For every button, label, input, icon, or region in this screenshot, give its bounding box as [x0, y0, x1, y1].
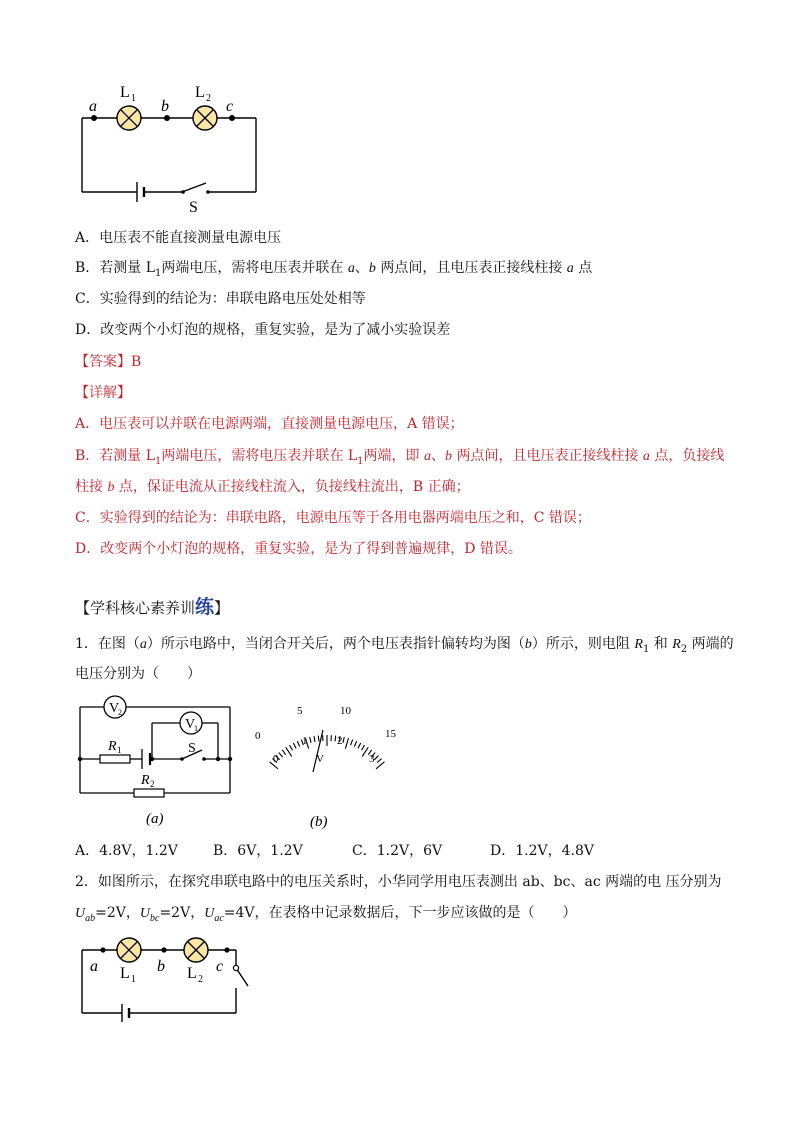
option-a: A．电压表不能直接测量电源电压 — [75, 230, 282, 246]
dial-tick — [279, 753, 283, 758]
dial-tick — [374, 755, 378, 759]
series-circuit-diagram-2 — [70, 930, 270, 1030]
q1-circuit-figure-a — [70, 695, 245, 835]
svg-text:L: L — [187, 965, 197, 982]
svg-text:2: 2 — [337, 735, 343, 747]
q2-stem-line1: 2．如图所示，在探究串联电路中的电压关系时，小华同学用电压表测出 ab、bc、ac 两端的电 压分别为 — [75, 874, 722, 890]
node-b-label: b — [161, 98, 169, 115]
q1-stem-line1: 1．在图（a）所示电路中，当闭合开关后，两个电压表指针偏转均为图（b）所示，则电阻 $R_1$ 和 $R_2$ 两端的 — [75, 636, 734, 655]
option-c: C．实验得到的结论为：串联电路电压处处相等 — [75, 291, 366, 307]
dial-tick — [377, 759, 381, 763]
dial-tick — [297, 741, 299, 747]
lamp-l1-icon — [117, 106, 141, 130]
dial-tick — [293, 743, 296, 748]
svg-text:c: c — [216, 958, 224, 975]
lamp-l2-icon — [193, 106, 217, 130]
svg-text:1: 1 — [117, 745, 122, 755]
dial-tick — [358, 743, 361, 748]
dial-tick — [318, 736, 319, 742]
svg-text:a: a — [90, 958, 98, 975]
fig-a-caption: (a) — [146, 811, 164, 827]
fig-b-caption: (b) — [310, 814, 328, 830]
dial-tick — [314, 736, 315, 742]
lamp-l1-label: L — [120, 84, 130, 101]
lamp-l2-label: L — [195, 84, 205, 101]
detail-c: C．实验得到的结论为：串联电路，电源电压等于各用电器两端电压之和，C 错误； — [75, 510, 591, 526]
dial-tick — [351, 740, 353, 746]
switch-s-label: S — [189, 199, 198, 216]
dial-tick — [362, 745, 365, 750]
dial-tick — [343, 737, 344, 743]
svg-text:R: R — [108, 739, 117, 754]
lamp-l2-sub: 2 — [206, 93, 211, 104]
dial-tick — [290, 745, 293, 750]
q1-option-b: B．6V，1.2V — [213, 843, 303, 859]
dial-tick — [286, 747, 292, 756]
dial-tick — [310, 737, 311, 743]
lamp-l1-icon — [117, 938, 141, 962]
resistor-r1-icon — [100, 755, 130, 763]
q1-voltmeter-dial-figure-b — [252, 700, 407, 835]
dial-tick — [362, 747, 368, 756]
svg-text:10: 10 — [340, 705, 351, 717]
option-d: D．改变两个小灯泡的规格，重复实验，是为了减小实验误差 — [75, 322, 451, 338]
resistor-r2-icon — [134, 789, 164, 797]
svg-text:2: 2 — [150, 779, 155, 789]
option-b: B．若测量 $L_1$两端电压，需将电压表并联在 a、b 两点间，且电压表正接线柱接 a 点 — [75, 260, 593, 279]
svg-text:R: R — [141, 773, 150, 788]
svg-text:5: 5 — [297, 705, 303, 717]
answer-line: 【答案】B — [75, 354, 142, 370]
svg-text:V: V — [109, 701, 120, 716]
node-a-label: a — [89, 98, 97, 115]
q1-option-d: D．1.2V，4.8V — [490, 843, 594, 859]
q1-option-a: A．4.8V，1.2V — [75, 843, 178, 859]
svg-text:0: 0 — [273, 753, 279, 765]
series-circuit-diagram-1 — [70, 75, 270, 215]
q1-stem-line2: 电压分别为（ ） — [75, 666, 201, 682]
svg-text:L: L — [120, 965, 130, 982]
detail-label: 【详解】 — [75, 385, 131, 401]
q2-stem-line2: $U_{ab}=2V$，$U_{bc}=2V$，$U_{ac}=4V$，在表格中记录数据后，下一步应该做的是（ ） — [75, 905, 577, 924]
lamp-l1-sub: 1 — [131, 93, 136, 104]
svg-text:2: 2 — [198, 974, 203, 985]
detail-b-line2: 柱接 b 点，保证电流从正接线柱流入，负接线柱流出，B 正确； — [75, 479, 470, 495]
svg-text:S: S — [188, 741, 196, 756]
svg-text:2: 2 — [118, 708, 122, 717]
svg-text:15: 15 — [385, 728, 396, 740]
svg-text:1: 1 — [131, 974, 136, 985]
dial-tick — [354, 741, 356, 747]
detail-a: A．电压表可以并联在电源两端，直接测量电源电压，A 错误； — [75, 416, 464, 432]
dial-tick — [345, 738, 348, 749]
section-heading: 【学科核心素养训练】 — [75, 596, 230, 618]
detail-b-line1: B．若测量 $L_1$两端电压，需将电压表并联在 $L_1$两端，即 a、b 两点间，且电压表正接线柱接 a 点，负接线 — [75, 448, 725, 467]
svg-text:V: V — [316, 753, 324, 765]
svg-text:b: b — [157, 958, 165, 975]
dial-tick — [282, 750, 286, 755]
svg-text:3: 3 — [369, 753, 375, 765]
svg-text:1: 1 — [194, 724, 198, 733]
svg-text:1: 1 — [302, 735, 308, 747]
detail-d: D．改变两个小灯泡的规格，重复实验，是为了得到普遍规律，D 错误。 — [75, 541, 522, 557]
node-c-label: c — [226, 98, 234, 115]
q1-option-c: C．1.2V，6V — [352, 843, 443, 859]
dial-tick — [335, 736, 336, 742]
svg-text:V: V — [185, 717, 196, 732]
dial-tick — [376, 762, 384, 769]
svg-text:0: 0 — [255, 730, 261, 742]
lamp-l2-icon — [184, 938, 208, 962]
